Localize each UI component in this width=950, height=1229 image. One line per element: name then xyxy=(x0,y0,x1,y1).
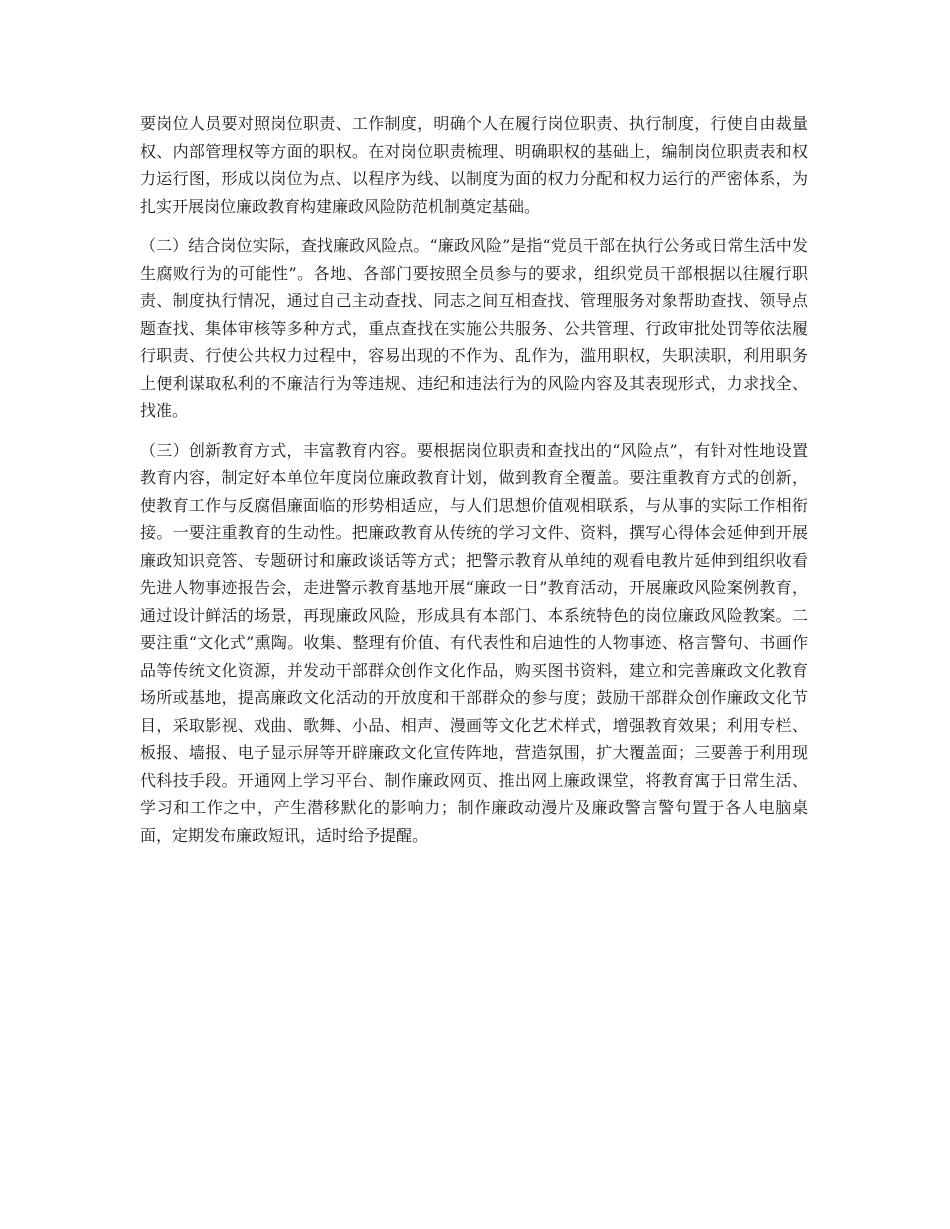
paragraph-education-methods: （三）创新教育方式，丰富教育内容。要根据岗位职责和查找出的“风险点”，有针对性地设置教育内容，制定好本单位年度岗位廉政教育计划，做到教育全覆盖。要注重教育方式的创新，使教育工作与反腐倡廉面临的形势相适应，与人们思想价值观相联系，与从事的实际工作相衔接。一要注重教育的生动性。把廉政教育从传统的学习文件、资料，撰写心得体会延伸到开展廉政知识竞答、专题研讨和廉政谈话等方式；把警示教育从单纯的观看电教片延伸到组织收看先进人物事迹报告会，走进警示教育基地开展“廉政一日”教育活动，开展廉政风险案例教育，通过设计鲜活的场景，再现廉政风险，形成具有本部门、本系统特色的岗位廉政风险教案。二要注重“文化式”熏陶。收集、整理有价值、有代表性和启迪性的人物事迹、格言警句、书画作品等传统文化资源，并发动干部群众创作文化作品，购买图书资料，建立和完善廉政文化教育场所或基地，提高廉政文化活动的开放度和干部群众的参与度；鼓励干部群众创作廉政文化节目，采取影视、戏曲、歌舞、小品、相声、漫画等文化艺术样式，增强教育效果；利用专栏、板报、墙报、电子显示屏等开辟廉政文化宣传阵地，营造氛围，扩大覆盖面；三要善于利用现代科技手段。开通网上学习平台、制作廉政网页、推出网上廉政课堂，将教育寓于日常生活、学习和工作之中，产生潜移默化的影响力；制作廉政动漫片及廉政警言警句置于各人电脑桌面，定期发布廉政短讯，适时给予提醒。 xyxy=(140,440,808,845)
paragraph-risk-points: （二）结合岗位实际，查找廉政风险点。“廉政风险”是指“党员干部在执行公务或日常生活中发生腐败行为的可能性”。各地、各部门要按照全员参与的要求，组织党员干部根据以往履行职责、制度执行情况，通过自己主动查找、同志之间互相查找、管理服务对象帮助查找、领导点题查找、集体审核等多种方式，重点查找在实施公共服务、公共管理、行政审批处罚等依法履行职责、行使公共权力过程中，容易出现的不作为、乱作为，滥用职权，失职渎职，利用职务上便利谋取私利的不廉洁行为等违规、违纪和违法行为的风险内容及其表现形式，力求找全、找准。 xyxy=(140,236,808,420)
paragraph-job-duties: 要岗位人员要对照岗位职责、工作制度，明确个人在履行岗位职责、执行制度，行使自由裁量权、内部管理权等方面的职权。在对岗位职责梳理、明确职权的基础上，编制岗位职责表和权力运行图，形成以岗位为点、以程序为线、以制度为面的权力分配和权力运行的严密体系，为扎实开展岗位廉政教育构建廉政风险防范机制奠定基础。 xyxy=(140,114,808,216)
document-body xyxy=(140,110,808,861)
